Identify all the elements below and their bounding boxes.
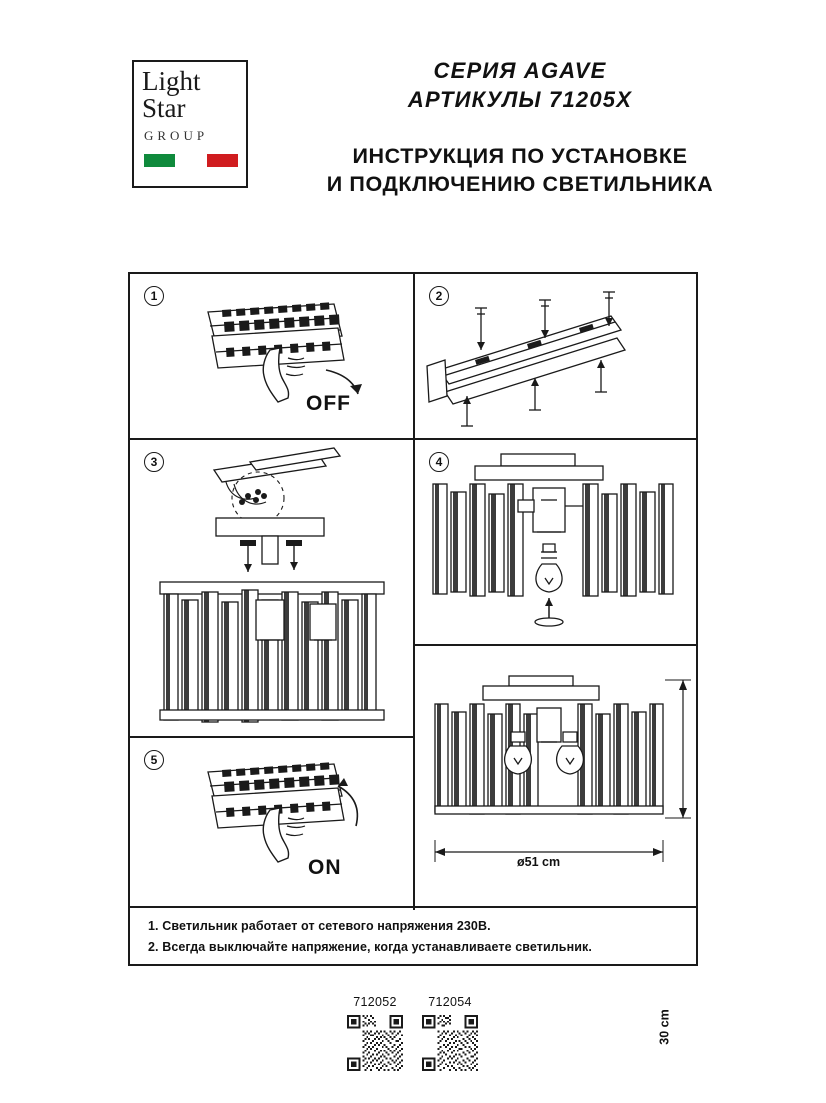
notes-panel: [128, 906, 698, 966]
page-title: [260, 142, 780, 198]
qr-block-712052: [335, 995, 415, 1071]
logo-group-label: GROUP: [144, 128, 209, 143]
step-5-caption: ON: [308, 856, 342, 879]
step-1-caption: OFF: [306, 392, 351, 415]
step-4-badge: 4: [429, 452, 449, 472]
step-2-panel: [415, 274, 696, 438]
step-1-illustration: [130, 274, 413, 438]
step-1-badge: 1: [144, 286, 164, 306]
step-3-panel: [130, 440, 413, 736]
qr-code-icon-1: [347, 1015, 403, 1071]
step-5-illustration: [130, 738, 413, 908]
qr-label-2: 712054: [428, 995, 472, 1009]
brand-logo: [132, 60, 248, 188]
page-title-line-1: ИНСТРУКЦИЯ ПО УСТАНОВКЕ: [352, 144, 688, 168]
step-3-badge: 3: [144, 452, 164, 472]
step-1-panel: [130, 274, 413, 438]
note-2: 2. Всегда выключайте напряжение, когда устанавливаете светильник.: [148, 940, 592, 954]
page-header: [0, 0, 826, 236]
qr-label-1: 712052: [353, 995, 397, 1009]
page-title-line-2: И ПОДКЛЮЧЕНИЮ СВЕТИЛЬНИКА: [326, 172, 714, 196]
series-label: СЕРИЯ AGAVE: [433, 58, 607, 83]
step-4-panel: [415, 440, 696, 644]
italy-flag-icon: [144, 154, 238, 167]
step-2-badge: 2: [429, 286, 449, 306]
logo-line-2: Star: [142, 93, 186, 123]
step-4-illustration: [415, 440, 696, 644]
height-dimension-label: 30 cm: [657, 1009, 672, 1045]
articles-label: АРТИКУЛЫ 71205X: [407, 87, 633, 112]
step-2-illustration: [415, 274, 696, 438]
header-text-block: [260, 56, 780, 198]
step-5-panel: [130, 738, 413, 908]
diameter-dimension-label: ø51 cm: [517, 855, 561, 869]
logo-line-1: Light: [142, 66, 201, 96]
qr-block-712054: [410, 995, 490, 1071]
qr-code-icon-2: [422, 1015, 478, 1071]
step-3-illustration: [130, 440, 413, 736]
note-1: 1. Светильник работает от сетевого напряжения 230В.: [148, 919, 491, 933]
step-5-badge: 5: [144, 750, 164, 770]
logo-wordmark: [142, 68, 201, 122]
